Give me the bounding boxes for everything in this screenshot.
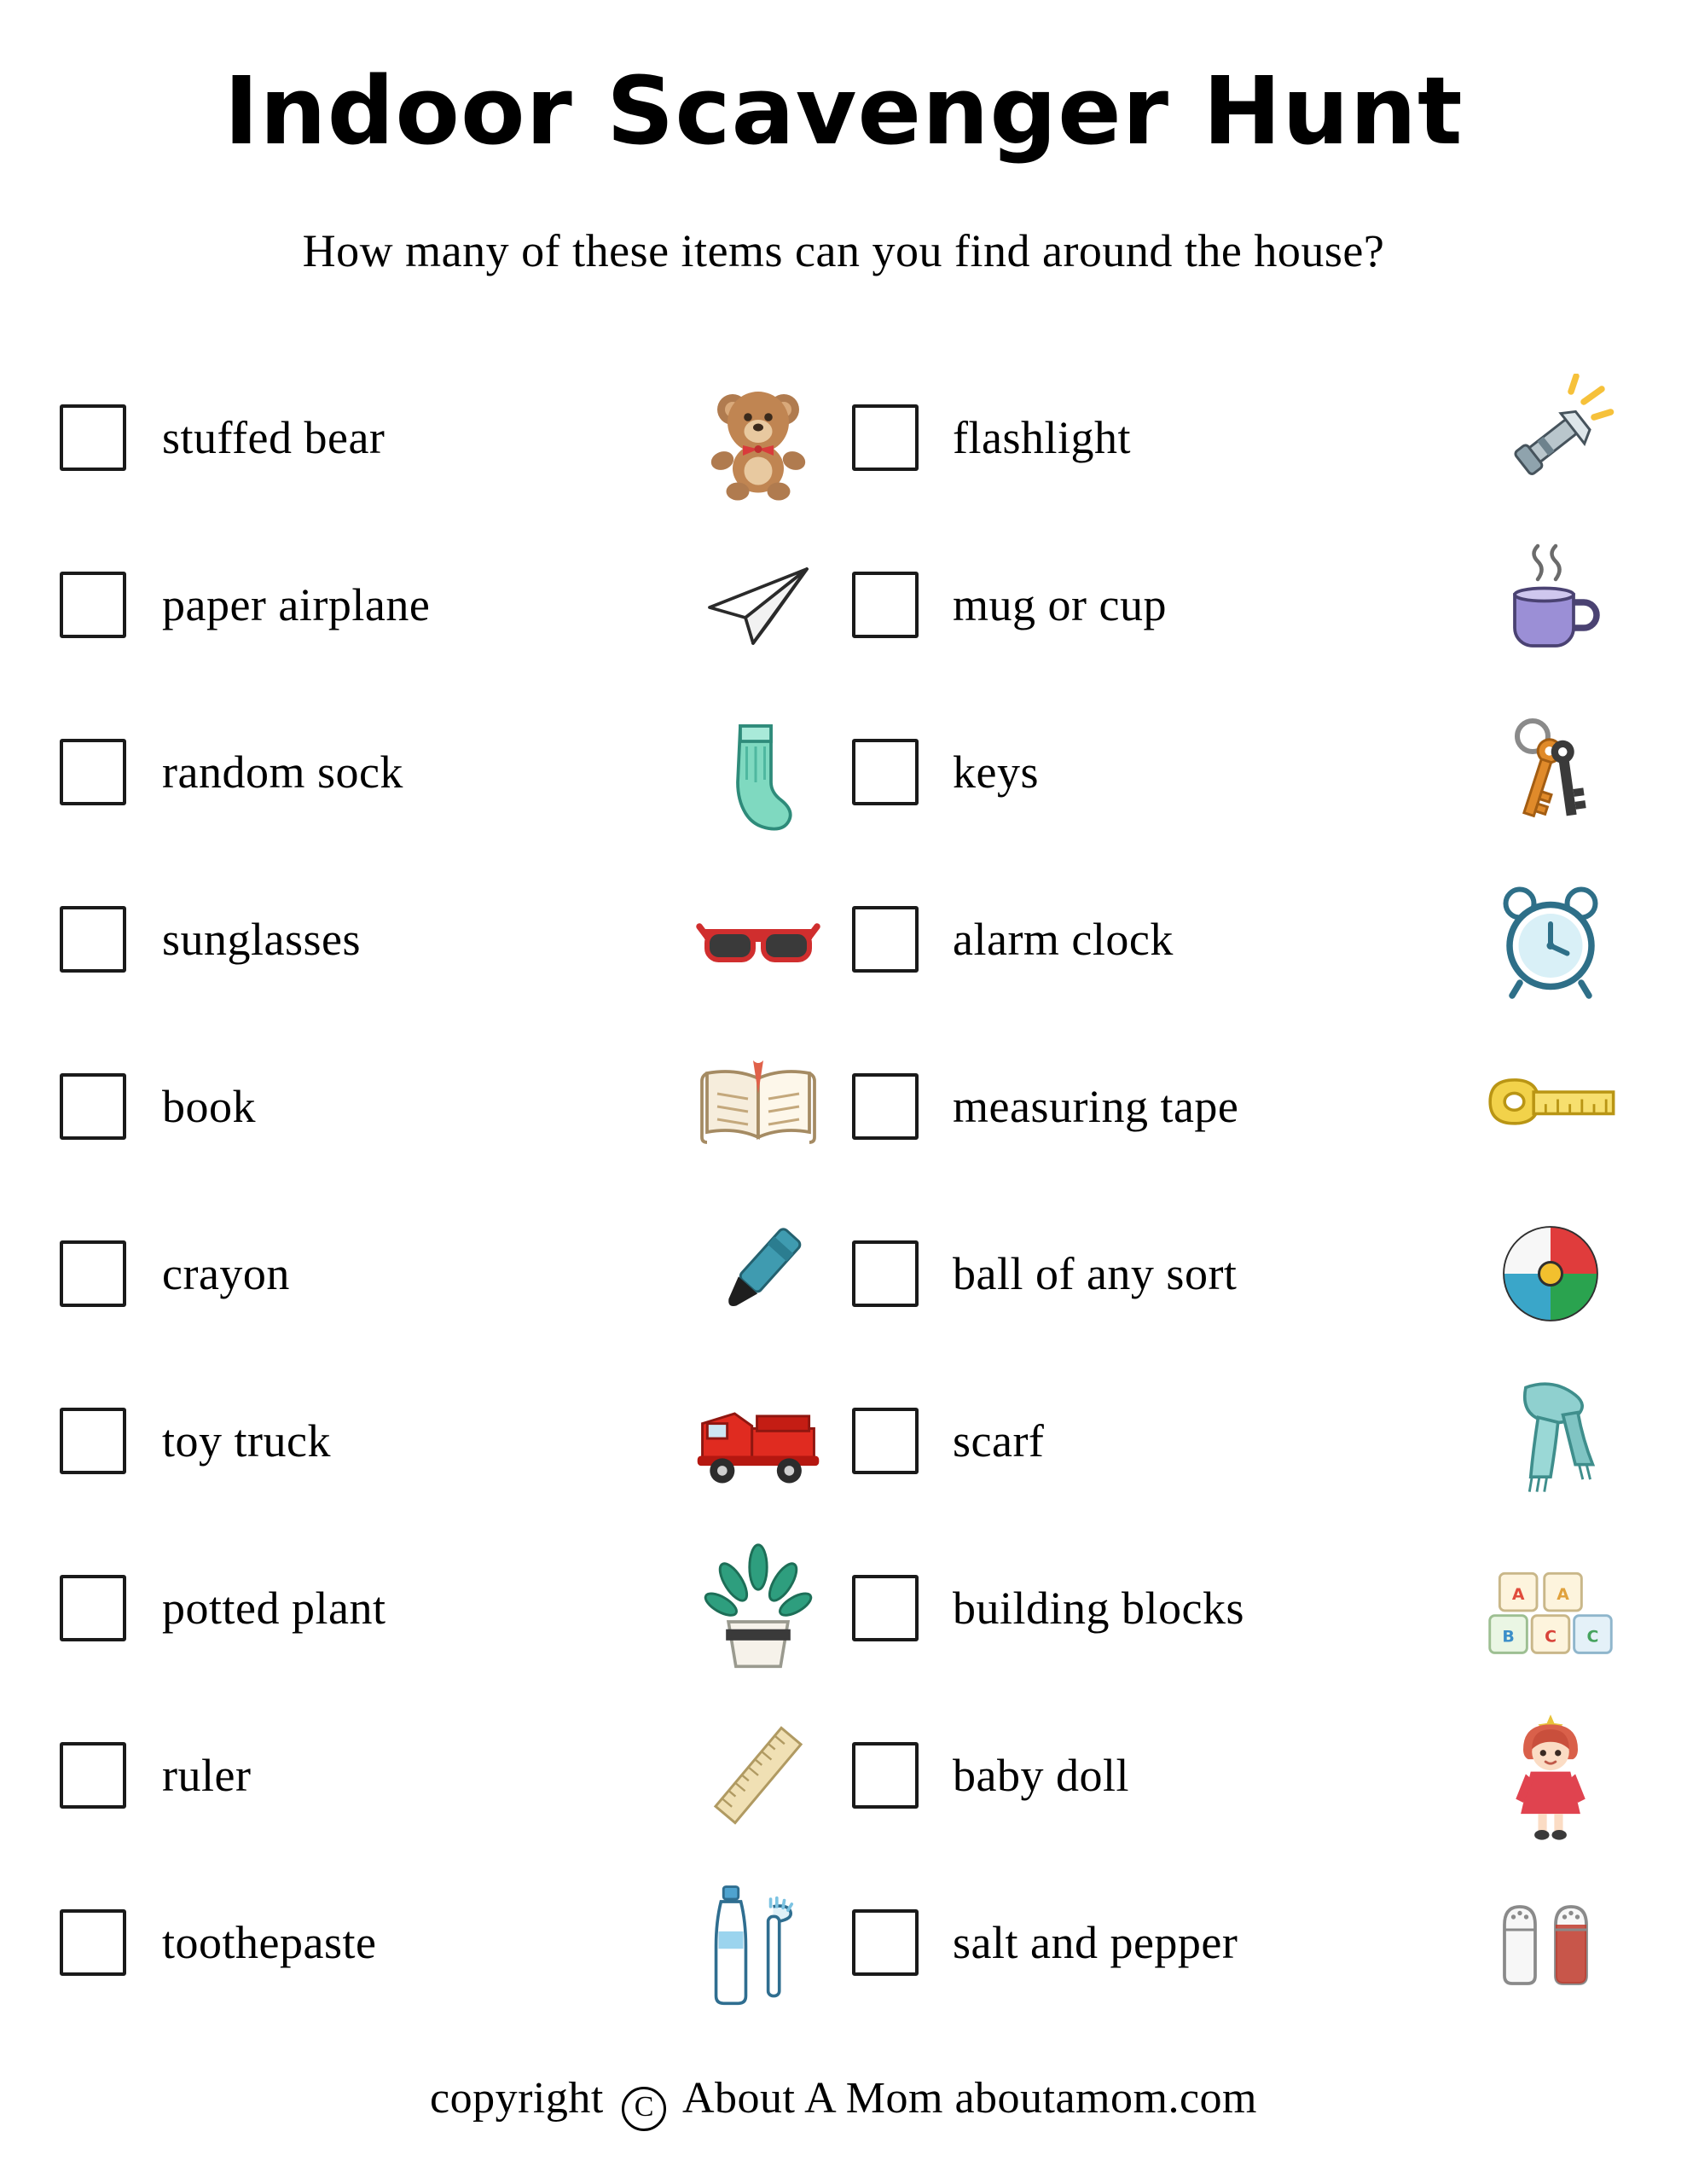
checkbox-mug-or-cup[interactable] [852, 572, 919, 638]
item-label: potted plant [162, 1583, 386, 1634]
item-label: scarf [953, 1415, 1045, 1467]
list-item[interactable] [60, 1525, 835, 1692]
item-label: book [162, 1081, 256, 1132]
checkbox-toothepaste[interactable] [60, 1909, 126, 1976]
checkbox-alarm-clock[interactable] [852, 906, 919, 973]
list-item[interactable] [60, 1190, 835, 1357]
list-item[interactable] [60, 1023, 835, 1190]
checkbox-ruler[interactable] [60, 1742, 126, 1809]
item-label: random sock [162, 746, 403, 798]
sunglasses-icon [681, 867, 835, 1012]
svg-text:C: C [1586, 1627, 1599, 1647]
checkbox-potted-plant[interactable] [60, 1575, 126, 1641]
copyright-icon: C [622, 2087, 666, 2131]
item-label: toothepaste [162, 1917, 377, 1968]
item-label: keys [953, 746, 1039, 798]
checkbox-flashlight[interactable] [852, 404, 919, 471]
list-item[interactable] [852, 1859, 1627, 2026]
checkbox-stuffed-bear[interactable] [60, 404, 126, 471]
list-item[interactable] [60, 1859, 835, 2026]
flashlight-icon [1474, 365, 1627, 510]
list-item[interactable] [852, 1692, 1627, 1859]
item-label: salt and pepper [953, 1917, 1238, 1968]
list-item[interactable] [852, 1190, 1627, 1357]
item-label: ball of any sort [953, 1248, 1238, 1299]
item-label: baby doll [953, 1750, 1129, 1801]
list-item[interactable] [60, 1692, 835, 1859]
paper-airplane-icon [681, 532, 835, 677]
item-label: paper airplane [162, 579, 431, 630]
list-item[interactable] [852, 354, 1627, 521]
alarm-clock-icon [1474, 867, 1627, 1012]
copyright-suffix: About A Mom aboutamom.com [681, 2074, 1257, 2123]
toothpaste-icon [681, 1870, 835, 2015]
copyright-prefix: copyright [430, 2074, 604, 2123]
salt-pepper-icon [1474, 1870, 1627, 2015]
item-label: toy truck [162, 1415, 331, 1467]
mug-icon [1474, 532, 1627, 677]
scavenger-hunt-grid [60, 354, 1627, 2073]
checkbox-paper-airplane[interactable] [60, 572, 126, 638]
list-item[interactable] [60, 521, 835, 688]
ruler-icon [681, 1703, 835, 1848]
measuring-tape-icon [1474, 1034, 1627, 1179]
list-item[interactable] [852, 1357, 1627, 1525]
building-blocks-icon [1474, 1536, 1627, 1681]
checkbox-toy-truck[interactable] [60, 1408, 126, 1474]
scarf-icon [1474, 1368, 1627, 1513]
list-item[interactable] [852, 1023, 1627, 1190]
list-item[interactable] [60, 856, 835, 1023]
checkbox-salt-and-pepper[interactable] [852, 1909, 919, 1976]
list-item[interactable] [852, 1525, 1627, 1692]
item-label: stuffed bear [162, 412, 386, 463]
checkbox-baby-doll[interactable] [852, 1742, 919, 1809]
checkbox-crayon[interactable] [60, 1240, 126, 1307]
list-item[interactable] [60, 1357, 835, 1525]
crayon-icon [681, 1201, 835, 1346]
teddy-bear-icon [681, 365, 835, 510]
checkbox-scarf[interactable] [852, 1408, 919, 1474]
item-label: measuring tape [953, 1081, 1239, 1132]
potted-plant-icon [681, 1536, 835, 1681]
sock-icon [681, 700, 835, 845]
beach-ball-icon [1474, 1201, 1627, 1346]
list-item[interactable] [60, 354, 835, 521]
checkbox-keys[interactable] [852, 739, 919, 805]
svg-text:C: C [1545, 1627, 1557, 1647]
checkbox-ball-of-any-sort[interactable] [852, 1240, 919, 1307]
svg-text:A: A [1511, 1584, 1525, 1604]
list-item[interactable] [852, 688, 1627, 856]
item-label: building blocks [953, 1583, 1244, 1634]
checkbox-building-blocks[interactable] [852, 1575, 919, 1641]
svg-text:A: A [1557, 1584, 1569, 1604]
page-title: Indoor Scavenger Hunt [223, 56, 1464, 166]
item-label: flashlight [953, 412, 1131, 463]
checkbox-book[interactable] [60, 1073, 126, 1140]
item-label: alarm clock [953, 914, 1174, 965]
svg-text:B: B [1502, 1627, 1515, 1647]
toy-truck-icon [681, 1368, 835, 1513]
open-book-icon [681, 1034, 835, 1179]
page-subtitle: How many of these items can you find around the house? [302, 225, 1385, 276]
checkbox-sunglasses[interactable] [60, 906, 126, 973]
copyright-footer [60, 2073, 1627, 2184]
keys-icon [1474, 700, 1627, 845]
list-item[interactable] [60, 688, 835, 856]
checkbox-random-sock[interactable] [60, 739, 126, 805]
item-label: ruler [162, 1750, 252, 1801]
list-item[interactable] [852, 856, 1627, 1023]
item-label: sunglasses [162, 914, 361, 965]
checkbox-measuring-tape[interactable] [852, 1073, 919, 1140]
item-label: crayon [162, 1248, 290, 1299]
item-label: mug or cup [953, 579, 1167, 630]
baby-doll-icon [1474, 1703, 1627, 1848]
list-item[interactable] [852, 521, 1627, 688]
